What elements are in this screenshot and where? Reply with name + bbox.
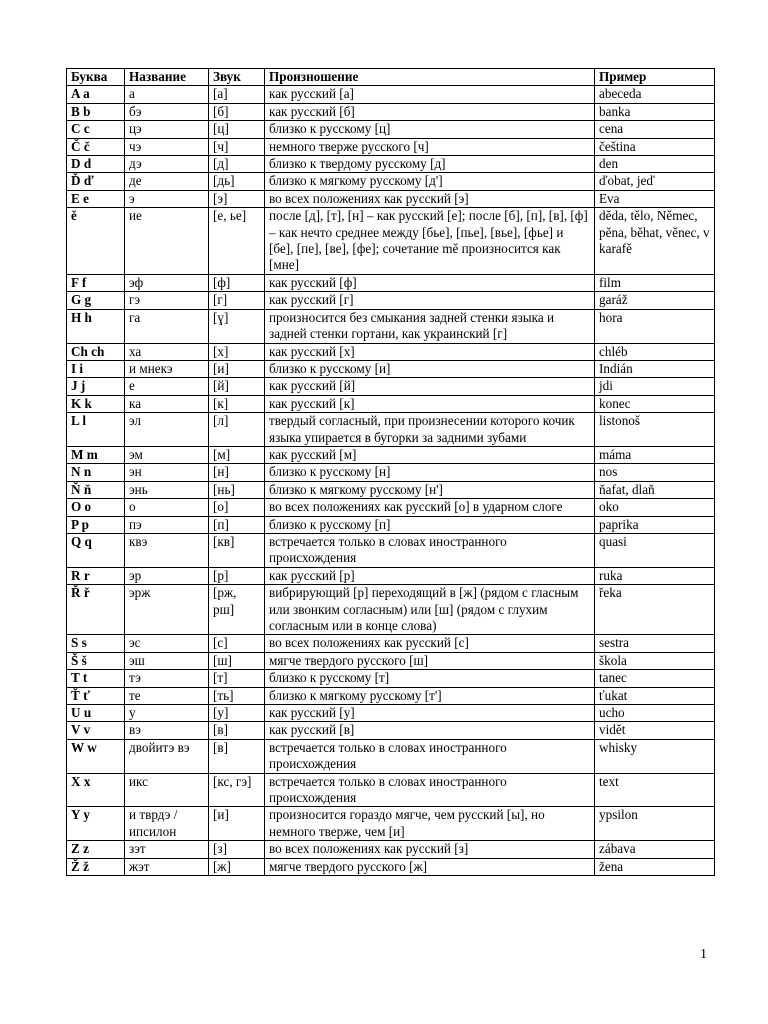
name-cell: и тврдэ / ипсилон — [125, 807, 209, 841]
letter-cell: W w — [67, 739, 125, 773]
pronunciation-cell: близко к твердому русскому [д] — [265, 156, 595, 173]
pronunciation-cell: близко к русскому [и] — [265, 360, 595, 377]
table-row — [67, 190, 715, 207]
table-row — [67, 274, 715, 291]
name-cell: чэ — [125, 138, 209, 155]
name-cell: икс — [125, 773, 209, 807]
pronunciation-cell: как русский [ф] — [265, 274, 595, 291]
letter-cell: Ř ř — [67, 585, 125, 635]
pronunciation-cell: во всех положениях как русский [о] в ударном слоге — [265, 499, 595, 516]
pronunciation-cell: встречается только в словах иностранного происхождения — [265, 773, 595, 807]
table-row — [67, 173, 715, 190]
letter-cell: F f — [67, 274, 125, 291]
name-cell: зэт — [125, 841, 209, 858]
pronunciation-cell: во всех положениях как русский [з] — [265, 841, 595, 858]
pronunciation-cell: как русский [й] — [265, 378, 595, 395]
name-cell: э — [125, 190, 209, 207]
name-cell: двойитэ вэ — [125, 739, 209, 773]
name-cell: га — [125, 309, 209, 343]
name-cell: и мнекэ — [125, 360, 209, 377]
sound-cell: [д] — [209, 156, 265, 173]
pronunciation-cell: произносится гораздо мягче, чем русский [ы], но немного тверже, чем [и] — [265, 807, 595, 841]
name-cell: квэ — [125, 533, 209, 567]
letter-cell: N n — [67, 464, 125, 481]
example-cell: zábava — [595, 841, 715, 858]
example-cell: Indián — [595, 360, 715, 377]
sound-cell: [р] — [209, 567, 265, 584]
example-cell: nos — [595, 464, 715, 481]
pronunciation-cell: близко к мягкому русскому [н'] — [265, 481, 595, 498]
letter-cell: H h — [67, 309, 125, 343]
name-cell: пэ — [125, 516, 209, 533]
name-cell: тэ — [125, 670, 209, 687]
table-row — [67, 309, 715, 343]
name-cell: цэ — [125, 121, 209, 138]
pronunciation-cell: как русский [а] — [265, 86, 595, 103]
name-cell: те — [125, 687, 209, 704]
pronunciation-cell: близко к русскому [п] — [265, 516, 595, 533]
pronunciation-cell: близко к русскому [н] — [265, 464, 595, 481]
example-cell: paprika — [595, 516, 715, 533]
example-cell: ucho — [595, 705, 715, 722]
sound-cell: [е, ье] — [209, 208, 265, 275]
alphabet-table — [66, 68, 715, 876]
letter-cell: J j — [67, 378, 125, 395]
table-row — [67, 121, 715, 138]
example-cell: abeceda — [595, 86, 715, 103]
sound-cell: [ɣ] — [209, 309, 265, 343]
pronunciation-cell: вибрирующий [р] переходящий в [ж] (рядом с гласным или звонким согласным) или [ш] (рядом с глухим согласным или в конце слова) — [265, 585, 595, 635]
table-row — [67, 739, 715, 773]
table-row — [67, 499, 715, 516]
name-cell: о — [125, 499, 209, 516]
pronunciation-cell: как русский [б] — [265, 103, 595, 120]
page-number: 1 — [700, 947, 707, 962]
letter-cell: Ď ď — [67, 173, 125, 190]
sound-cell: [а] — [209, 86, 265, 103]
letter-cell: Ch ch — [67, 343, 125, 360]
example-cell: film — [595, 274, 715, 291]
table-row — [67, 567, 715, 584]
pronunciation-cell: близко к мягкому русскому [д'] — [265, 173, 595, 190]
example-cell: ňafat, dlaň — [595, 481, 715, 498]
pronunciation-cell: мягче твердого русского [ж] — [265, 858, 595, 875]
pronunciation-cell: как русский [г] — [265, 292, 595, 309]
sound-cell: [ф] — [209, 274, 265, 291]
header-pronunciation: Произношение — [265, 69, 595, 86]
letter-cell: Z z — [67, 841, 125, 858]
name-cell: эрж — [125, 585, 209, 635]
table-header-row — [67, 69, 715, 86]
letter-cell: ě — [67, 208, 125, 275]
example-cell: konec — [595, 395, 715, 412]
pronunciation-cell: как русский [м] — [265, 446, 595, 463]
letter-cell: V v — [67, 722, 125, 739]
sound-cell: [х] — [209, 343, 265, 360]
pronunciation-cell: мягче твердого русского [ш] — [265, 652, 595, 669]
table-row — [67, 395, 715, 412]
name-cell: а — [125, 86, 209, 103]
table-row — [67, 585, 715, 635]
name-cell: вэ — [125, 722, 209, 739]
example-cell: quasi — [595, 533, 715, 567]
sound-cell: [г] — [209, 292, 265, 309]
name-cell: дэ — [125, 156, 209, 173]
name-cell: эр — [125, 567, 209, 584]
letter-cell: Ť ť — [67, 687, 125, 704]
sound-cell: [ж] — [209, 858, 265, 875]
table-row — [67, 705, 715, 722]
sound-cell: [й] — [209, 378, 265, 395]
table-row — [67, 103, 715, 120]
letter-cell: I i — [67, 360, 125, 377]
table-row — [67, 722, 715, 739]
pronunciation-cell: встречается только в словах иностранного происхождения — [265, 739, 595, 773]
example-cell: ďobat, jeď — [595, 173, 715, 190]
sound-cell: [ц] — [209, 121, 265, 138]
pronunciation-cell: как русский [к] — [265, 395, 595, 412]
example-cell: řeka — [595, 585, 715, 635]
sound-cell: [рж, рш] — [209, 585, 265, 635]
example-cell: hora — [595, 309, 715, 343]
sound-cell: [нь] — [209, 481, 265, 498]
sound-cell: [в] — [209, 739, 265, 773]
sound-cell: [кс, гэ] — [209, 773, 265, 807]
letter-cell: Č č — [67, 138, 125, 155]
table-row — [67, 516, 715, 533]
letter-cell: C c — [67, 121, 125, 138]
table-row — [67, 635, 715, 652]
pronunciation-cell: произносится без смыкания задней стенки языка и задней стенки гортани, как украинский [г] — [265, 309, 595, 343]
header-name: Название — [125, 69, 209, 86]
table-row — [67, 464, 715, 481]
sound-cell: [ть] — [209, 687, 265, 704]
letter-cell: A a — [67, 86, 125, 103]
letter-cell: Ž ž — [67, 858, 125, 875]
letter-cell: Y y — [67, 807, 125, 841]
name-cell: ха — [125, 343, 209, 360]
letter-cell: D d — [67, 156, 125, 173]
pronunciation-cell: как русский [х] — [265, 343, 595, 360]
name-cell: бэ — [125, 103, 209, 120]
sound-cell: [п] — [209, 516, 265, 533]
example-cell: garáž — [595, 292, 715, 309]
sound-cell: [ш] — [209, 652, 265, 669]
name-cell: е — [125, 378, 209, 395]
table-row — [67, 481, 715, 498]
example-cell: máma — [595, 446, 715, 463]
letter-cell: O o — [67, 499, 125, 516]
table-row — [67, 86, 715, 103]
pronunciation-cell: близко к русскому [ц] — [265, 121, 595, 138]
pronunciation-cell: встречается только в словах иностранного происхождения — [265, 533, 595, 567]
example-cell: děda, tělo, Němec, pěna, běhat, věnec, v karafě — [595, 208, 715, 275]
example-cell: whisky — [595, 739, 715, 773]
sound-cell: [в] — [209, 722, 265, 739]
letter-cell: R r — [67, 567, 125, 584]
name-cell: эф — [125, 274, 209, 291]
example-cell: text — [595, 773, 715, 807]
table-row — [67, 858, 715, 875]
example-cell: tanec — [595, 670, 715, 687]
name-cell: ие — [125, 208, 209, 275]
example-cell: oko — [595, 499, 715, 516]
example-cell: čeština — [595, 138, 715, 155]
letter-cell: P p — [67, 516, 125, 533]
table-row — [67, 652, 715, 669]
letter-cell: M m — [67, 446, 125, 463]
table-row — [67, 156, 715, 173]
sound-cell: [и] — [209, 807, 265, 841]
example-cell: cena — [595, 121, 715, 138]
sound-cell: [т] — [209, 670, 265, 687]
pronunciation-cell: как русский [в] — [265, 722, 595, 739]
letter-cell: E e — [67, 190, 125, 207]
name-cell: жэт — [125, 858, 209, 875]
example-cell: listonoš — [595, 413, 715, 447]
header-letter: Буква — [67, 69, 125, 86]
sound-cell: [и] — [209, 360, 265, 377]
table-row — [67, 533, 715, 567]
pronunciation-cell: близко к русскому [т] — [265, 670, 595, 687]
table-row — [67, 446, 715, 463]
name-cell: эл — [125, 413, 209, 447]
sound-cell: [м] — [209, 446, 265, 463]
example-cell: ypsilon — [595, 807, 715, 841]
table-row — [67, 773, 715, 807]
example-cell: žena — [595, 858, 715, 875]
sound-cell: [о] — [209, 499, 265, 516]
letter-cell: Š š — [67, 652, 125, 669]
header-sound: Звук — [209, 69, 265, 86]
pronunciation-cell: как русский [у] — [265, 705, 595, 722]
name-cell: де — [125, 173, 209, 190]
table-row — [67, 360, 715, 377]
table-row — [67, 670, 715, 687]
letter-cell: U u — [67, 705, 125, 722]
name-cell: эм — [125, 446, 209, 463]
table-row — [67, 208, 715, 275]
letter-cell: T t — [67, 670, 125, 687]
name-cell: гэ — [125, 292, 209, 309]
name-cell: энь — [125, 481, 209, 498]
table-row — [67, 343, 715, 360]
table-row — [67, 292, 715, 309]
pronunciation-cell: во всех положениях как русский [с] — [265, 635, 595, 652]
name-cell: ка — [125, 395, 209, 412]
letter-cell: L l — [67, 413, 125, 447]
letter-cell: X x — [67, 773, 125, 807]
sound-cell: [дь] — [209, 173, 265, 190]
sound-cell: [з] — [209, 841, 265, 858]
name-cell: эс — [125, 635, 209, 652]
table-body — [67, 86, 715, 876]
table-row — [67, 413, 715, 447]
table-row — [67, 807, 715, 841]
example-cell: chléb — [595, 343, 715, 360]
table-row — [67, 841, 715, 858]
example-cell: ťukat — [595, 687, 715, 704]
example-cell: ruka — [595, 567, 715, 584]
sound-cell: [с] — [209, 635, 265, 652]
example-cell: vidět — [595, 722, 715, 739]
sound-cell: [н] — [209, 464, 265, 481]
example-cell: jdi — [595, 378, 715, 395]
example-cell: den — [595, 156, 715, 173]
example-cell: Eva — [595, 190, 715, 207]
pronunciation-cell: после [д], [т], [н] – как русский [е]; после [б], [п], [в], [ф] – как нечто среднее между [бье], [пье], [вье], [фье] и [бе], [пе], [ве], [фе]; сочетание mě произносится как [мне] — [265, 208, 595, 275]
table-row — [67, 138, 715, 155]
example-cell: sestra — [595, 635, 715, 652]
sound-cell: [к] — [209, 395, 265, 412]
letter-cell: Q q — [67, 533, 125, 567]
example-cell: škola — [595, 652, 715, 669]
sound-cell: [у] — [209, 705, 265, 722]
name-cell: у — [125, 705, 209, 722]
sound-cell: [э] — [209, 190, 265, 207]
header-example: Пример — [595, 69, 715, 86]
letter-cell: G g — [67, 292, 125, 309]
letter-cell: K k — [67, 395, 125, 412]
sound-cell: [кв] — [209, 533, 265, 567]
letter-cell: S s — [67, 635, 125, 652]
pronunciation-cell: как русский [р] — [265, 567, 595, 584]
sound-cell: [б] — [209, 103, 265, 120]
sound-cell: [л] — [209, 413, 265, 447]
table-row — [67, 687, 715, 704]
name-cell: эш — [125, 652, 209, 669]
pronunciation-cell: близко к мягкому русскому [т'] — [265, 687, 595, 704]
sound-cell: [ч] — [209, 138, 265, 155]
example-cell: banka — [595, 103, 715, 120]
pronunciation-cell: немного тверже русского [ч] — [265, 138, 595, 155]
letter-cell: B b — [67, 103, 125, 120]
pronunciation-cell: твердый согласный, при произнесении которого кочик языка упирается в бугорки за задними зубами — [265, 413, 595, 447]
pronunciation-cell: во всех положениях как русский [э] — [265, 190, 595, 207]
name-cell: эн — [125, 464, 209, 481]
letter-cell: Ň ň — [67, 481, 125, 498]
table-row — [67, 378, 715, 395]
